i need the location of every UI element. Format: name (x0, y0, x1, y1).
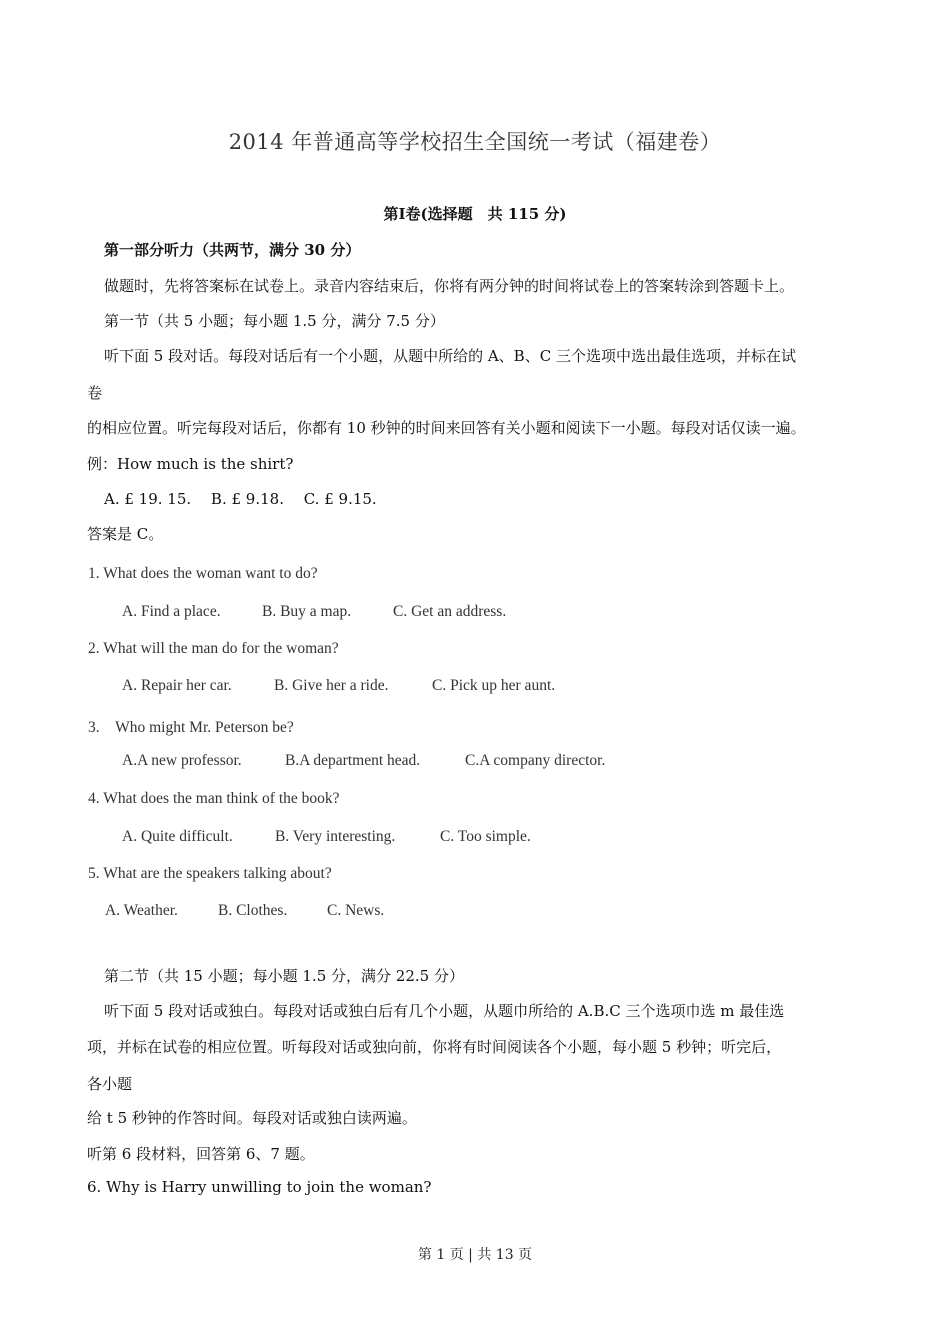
document-title: 2014 年普通高等学校招生全国统一考试（福建卷） (228, 130, 722, 154)
question-4-option-b: B. Very interesting. (275, 828, 396, 845)
sub2-instruction-line2: 项，并标在试卷的相应位置。听每段对话或独向前，你将有时间阅读各个小题，每小题 5 秒钟；听完后， (87, 1038, 782, 1056)
section-title: 第Ⅰ卷(选择题 共 115 分) (383, 205, 567, 223)
question-2-option-c: C. Pick up her aunt. (432, 677, 556, 694)
sub1-instruction-line1: 听下面 5 段对话。每段对话后有一个小题，从题中所给的 A、B、C 三个选项中选出最佳选项，并标在试 (104, 347, 796, 365)
material-6-instruction: 听第 6 段材料，回答第 6、7 题。 (87, 1145, 315, 1163)
question-5-option-c: C. News. (327, 902, 385, 919)
part1-heading: 第一部分听力（共两节，满分 30 分） (104, 241, 361, 259)
question-2: 2. What will the man do for the woman? (88, 640, 339, 657)
question-2-option-a: A. Repair her car. (122, 677, 232, 694)
question-1-option-b: B. Buy a map. (262, 603, 352, 620)
question-4-option-a: A. Quite difficult. (122, 828, 233, 845)
question-6: 6. Why is Harry unwilling to join the woman? (87, 1178, 432, 1196)
sub1-instruction-line2: 卷 (87, 384, 103, 402)
question-5-option-b: B. Clothes. (218, 902, 288, 919)
sub2-instruction-line4: 给 t 5 秒钟的作答时间。每段对话或独白读两遍。 (87, 1109, 417, 1127)
sub1-instruction-line3: 的相应位置。听完每段对话后，你都有 10 秒钟的时间来回答有关小题和阅读下一小题。每段对话仅读一遍。 (87, 419, 806, 437)
question-1-option-a: A. Find a place. (122, 603, 221, 620)
question-4-option-c: C. Too simple. (440, 828, 531, 845)
question-4: 4. What does the man think of the book? (88, 790, 340, 807)
example-question: 例：How much is the shirt? (87, 455, 294, 473)
question-3-option-b: B.A department head. (285, 752, 421, 769)
question-5-option-a: A. Weather. (105, 902, 178, 919)
sub2-instruction-line1: 听下面 5 段对话或独白。每段对话或独白后有几个小题，从题巾所给的 A.B.C 三个选项巾选 m 最佳选 (104, 1002, 785, 1020)
question-1: 1. What does the woman want to do? (88, 565, 318, 582)
question-3-option-a: A.A new professor. (122, 752, 242, 769)
example-answer: 答案是 C。 (87, 525, 164, 543)
question-3-option-c: C.A company director. (465, 752, 606, 769)
sub1-heading: 第一节（共 5 小题；每小题 1.5 分，满分 7.5 分） (104, 312, 445, 330)
question-3: 3. Who might Mr. Peterson be? (88, 719, 294, 736)
example-options: A. £ 19. 15. B. £ 9.18. C. £ 9.15. (104, 490, 377, 508)
page-footer: 第 1 页 | 共 13 页 (417, 1247, 533, 1263)
sub2-instruction-line3: 各小题 (87, 1075, 133, 1093)
sub2-heading: 第二节（共 15 小题；每小题 1.5 分，满分 22.5 分） (104, 967, 464, 985)
question-1-option-c: C. Get an address. (393, 603, 507, 620)
question-5: 5. What are the speakers talking about? (88, 865, 332, 882)
intro-text: 做题时，先将答案标在试卷上。录音内容结束后，你将有两分钟的时间将试卷上的答案转涂到答题卡上。 (104, 277, 795, 295)
question-2-option-b: B. Give her a ride. (274, 677, 389, 694)
